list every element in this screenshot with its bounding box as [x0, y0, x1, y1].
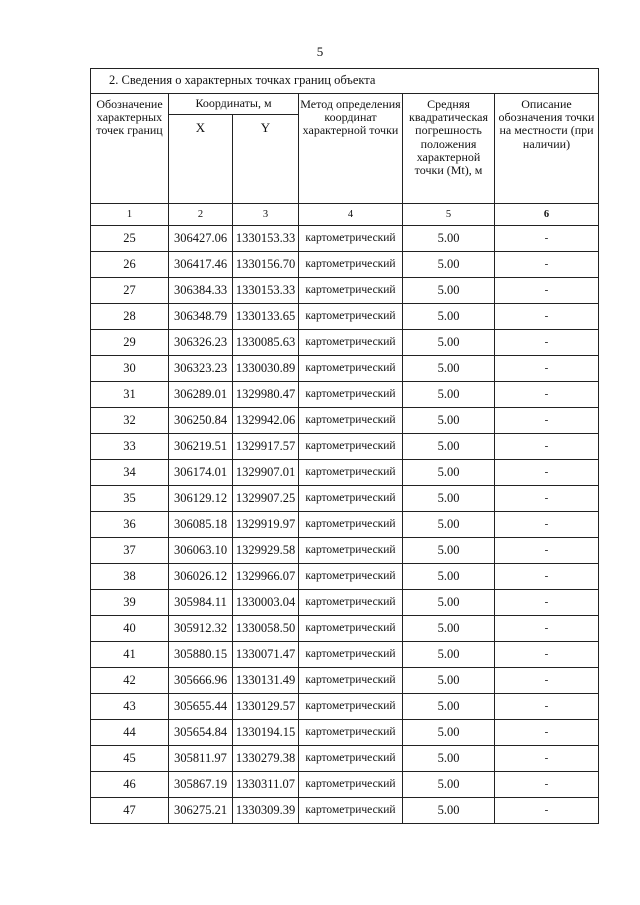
- table-row: [91, 798, 599, 824]
- x-coordinate-cell: 306129.12: [169, 486, 233, 512]
- point-cell: 25: [91, 226, 169, 252]
- method-cell: картометрический: [299, 226, 403, 252]
- point-cell: 29: [91, 330, 169, 356]
- y-coordinate-cell: 1330153.33: [233, 226, 299, 252]
- accuracy-cell: 5.00: [403, 590, 495, 616]
- point-cell: 26: [91, 252, 169, 278]
- accuracy-cell: 5.00: [403, 382, 495, 408]
- method-cell: картометрический: [299, 408, 403, 434]
- x-coordinate-cell: 305984.11: [169, 590, 233, 616]
- x-coordinate-cell: 305666.96: [169, 668, 233, 694]
- point-cell: 43: [91, 694, 169, 720]
- description-cell: -: [495, 304, 599, 330]
- method-cell: картометрический: [299, 356, 403, 382]
- point-cell: 30: [91, 356, 169, 382]
- description-cell: -: [495, 798, 599, 824]
- x-coordinate-cell: 305867.19: [169, 772, 233, 798]
- y-coordinate-cell: 1329917.57: [233, 434, 299, 460]
- y-coordinate-cell: 1330030.89: [233, 356, 299, 382]
- accuracy-cell: 5.00: [403, 512, 495, 538]
- table-row: [91, 564, 599, 590]
- point-cell: 36: [91, 512, 169, 538]
- table-row: [91, 356, 599, 382]
- y-coordinate-cell: 1330279.38: [233, 746, 299, 772]
- y-coordinate-cell: 1330131.49: [233, 668, 299, 694]
- y-coordinate-cell: 1330153.33: [233, 278, 299, 304]
- method-cell: картометрический: [299, 252, 403, 278]
- x-coordinate-cell: 306063.10: [169, 538, 233, 564]
- header-method: Метод определения координат характерной точки: [299, 94, 403, 204]
- boundary-points-table: [90, 68, 599, 824]
- method-cell: картометрический: [299, 330, 403, 356]
- point-cell: 32: [91, 408, 169, 434]
- point-cell: 28: [91, 304, 169, 330]
- point-cell: 45: [91, 746, 169, 772]
- header-x: X: [169, 115, 233, 204]
- description-cell: -: [495, 486, 599, 512]
- x-coordinate-cell: 306384.33: [169, 278, 233, 304]
- table-body: [91, 226, 599, 824]
- point-cell: 42: [91, 668, 169, 694]
- x-coordinate-cell: 306348.79: [169, 304, 233, 330]
- table-row: [91, 694, 599, 720]
- x-coordinate-cell: 306250.84: [169, 408, 233, 434]
- table-title: 2. Сведения о характерных точках границ объекта: [91, 69, 599, 94]
- description-cell: -: [495, 564, 599, 590]
- table-row: [91, 434, 599, 460]
- description-cell: -: [495, 512, 599, 538]
- header-y: Y: [233, 115, 299, 204]
- x-coordinate-cell: 306427.06: [169, 226, 233, 252]
- y-coordinate-cell: 1329942.06: [233, 408, 299, 434]
- method-cell: картометрический: [299, 798, 403, 824]
- x-coordinate-cell: 306323.23: [169, 356, 233, 382]
- x-coordinate-cell: 305655.44: [169, 694, 233, 720]
- header-accuracy: Средняя квадратическая погрешность положения характерной точки (Mt), м: [403, 94, 495, 204]
- method-cell: картометрический: [299, 538, 403, 564]
- y-coordinate-cell: 1330058.50: [233, 616, 299, 642]
- method-cell: картометрический: [299, 460, 403, 486]
- accuracy-cell: 5.00: [403, 668, 495, 694]
- description-cell: -: [495, 538, 599, 564]
- accuracy-cell: 5.00: [403, 616, 495, 642]
- x-coordinate-cell: 306326.23: [169, 330, 233, 356]
- y-coordinate-cell: 1329980.47: [233, 382, 299, 408]
- point-cell: 38: [91, 564, 169, 590]
- accuracy-cell: 5.00: [403, 798, 495, 824]
- accuracy-cell: 5.00: [403, 642, 495, 668]
- table-row: [91, 616, 599, 642]
- description-cell: -: [495, 642, 599, 668]
- accuracy-cell: 5.00: [403, 226, 495, 252]
- accuracy-cell: 5.00: [403, 304, 495, 330]
- accuracy-cell: 5.00: [403, 694, 495, 720]
- method-cell: картометрический: [299, 772, 403, 798]
- description-cell: -: [495, 226, 599, 252]
- point-cell: 35: [91, 486, 169, 512]
- accuracy-cell: 5.00: [403, 460, 495, 486]
- accuracy-cell: 5.00: [403, 408, 495, 434]
- accuracy-cell: 5.00: [403, 278, 495, 304]
- accuracy-cell: 5.00: [403, 356, 495, 382]
- accuracy-cell: 5.00: [403, 746, 495, 772]
- column-number: 6: [495, 204, 599, 226]
- method-cell: картометрический: [299, 382, 403, 408]
- column-number: 3: [233, 204, 299, 226]
- description-cell: -: [495, 694, 599, 720]
- table-row: [91, 382, 599, 408]
- y-coordinate-cell: 1329929.58: [233, 538, 299, 564]
- y-coordinate-cell: 1329907.25: [233, 486, 299, 512]
- y-coordinate-cell: 1329966.07: [233, 564, 299, 590]
- y-coordinate-cell: 1329919.97: [233, 512, 299, 538]
- x-coordinate-cell: 306275.21: [169, 798, 233, 824]
- x-coordinate-cell: 305654.84: [169, 720, 233, 746]
- y-coordinate-cell: 1330194.15: [233, 720, 299, 746]
- table-row: [91, 642, 599, 668]
- method-cell: картометрический: [299, 278, 403, 304]
- table-row: [91, 486, 599, 512]
- description-cell: -: [495, 434, 599, 460]
- x-coordinate-cell: 306417.46: [169, 252, 233, 278]
- y-coordinate-cell: 1330003.04: [233, 590, 299, 616]
- method-cell: картометрический: [299, 564, 403, 590]
- column-number: 5: [403, 204, 495, 226]
- table-row: [91, 668, 599, 694]
- y-coordinate-cell: 1329907.01: [233, 460, 299, 486]
- method-cell: картометрический: [299, 486, 403, 512]
- table-row: [91, 512, 599, 538]
- x-coordinate-cell: 306026.12: [169, 564, 233, 590]
- accuracy-cell: 5.00: [403, 434, 495, 460]
- x-coordinate-cell: 305912.32: [169, 616, 233, 642]
- point-cell: 37: [91, 538, 169, 564]
- column-number: 1: [91, 204, 169, 226]
- method-cell: картометрический: [299, 304, 403, 330]
- point-cell: 34: [91, 460, 169, 486]
- table-row: [91, 330, 599, 356]
- x-coordinate-cell: 306085.18: [169, 512, 233, 538]
- point-cell: 33: [91, 434, 169, 460]
- table-row: [91, 746, 599, 772]
- x-coordinate-cell: 306289.01: [169, 382, 233, 408]
- method-cell: картометрический: [299, 434, 403, 460]
- description-cell: -: [495, 720, 599, 746]
- accuracy-cell: 5.00: [403, 772, 495, 798]
- accuracy-cell: 5.00: [403, 330, 495, 356]
- y-coordinate-cell: 1330071.47: [233, 642, 299, 668]
- method-cell: картометрический: [299, 746, 403, 772]
- method-cell: картометрический: [299, 694, 403, 720]
- description-cell: -: [495, 382, 599, 408]
- accuracy-cell: 5.00: [403, 564, 495, 590]
- header-point-designation: Обозначение характерных точек границ: [91, 94, 169, 204]
- column-number: 4: [299, 204, 403, 226]
- method-cell: картометрический: [299, 720, 403, 746]
- x-coordinate-cell: 306174.01: [169, 460, 233, 486]
- accuracy-cell: 5.00: [403, 538, 495, 564]
- point-cell: 39: [91, 590, 169, 616]
- y-coordinate-cell: 1330156.70: [233, 252, 299, 278]
- table-row: [91, 590, 599, 616]
- description-cell: -: [495, 356, 599, 382]
- accuracy-cell: 5.00: [403, 486, 495, 512]
- page-number: 5: [316, 44, 324, 59]
- point-cell: 27: [91, 278, 169, 304]
- y-coordinate-cell: 1330085.63: [233, 330, 299, 356]
- table-row: [91, 460, 599, 486]
- point-cell: 41: [91, 642, 169, 668]
- x-coordinate-cell: 306219.51: [169, 434, 233, 460]
- description-cell: -: [495, 616, 599, 642]
- description-cell: -: [495, 252, 599, 278]
- description-cell: -: [495, 772, 599, 798]
- description-cell: -: [495, 746, 599, 772]
- header-coordinates: Координаты, м: [169, 94, 299, 115]
- y-coordinate-cell: 1330133.65: [233, 304, 299, 330]
- method-cell: картометрический: [299, 642, 403, 668]
- table-row: [91, 720, 599, 746]
- x-coordinate-cell: 305811.97: [169, 746, 233, 772]
- point-cell: 40: [91, 616, 169, 642]
- point-cell: 44: [91, 720, 169, 746]
- table-row: [91, 772, 599, 798]
- accuracy-cell: 5.00: [403, 720, 495, 746]
- table-row: [91, 226, 599, 252]
- y-coordinate-cell: 1330129.57: [233, 694, 299, 720]
- column-number: 2: [169, 204, 233, 226]
- method-cell: картометрический: [299, 668, 403, 694]
- table-row: [91, 252, 599, 278]
- description-cell: -: [495, 460, 599, 486]
- table-row: [91, 304, 599, 330]
- table-row: [91, 408, 599, 434]
- table-row: [91, 538, 599, 564]
- y-coordinate-cell: 1330311.07: [233, 772, 299, 798]
- x-coordinate-cell: 305880.15: [169, 642, 233, 668]
- table-row: [91, 278, 599, 304]
- y-coordinate-cell: 1330309.39: [233, 798, 299, 824]
- header-description: Описание обозначения точки на местности (при наличии): [495, 94, 599, 204]
- column-number-row: [91, 204, 599, 226]
- description-cell: -: [495, 668, 599, 694]
- point-cell: 47: [91, 798, 169, 824]
- description-cell: -: [495, 408, 599, 434]
- accuracy-cell: 5.00: [403, 252, 495, 278]
- method-cell: картометрический: [299, 512, 403, 538]
- description-cell: -: [495, 330, 599, 356]
- point-cell: 46: [91, 772, 169, 798]
- description-cell: -: [495, 278, 599, 304]
- description-cell: -: [495, 590, 599, 616]
- method-cell: картометрический: [299, 616, 403, 642]
- method-cell: картометрический: [299, 590, 403, 616]
- point-cell: 31: [91, 382, 169, 408]
